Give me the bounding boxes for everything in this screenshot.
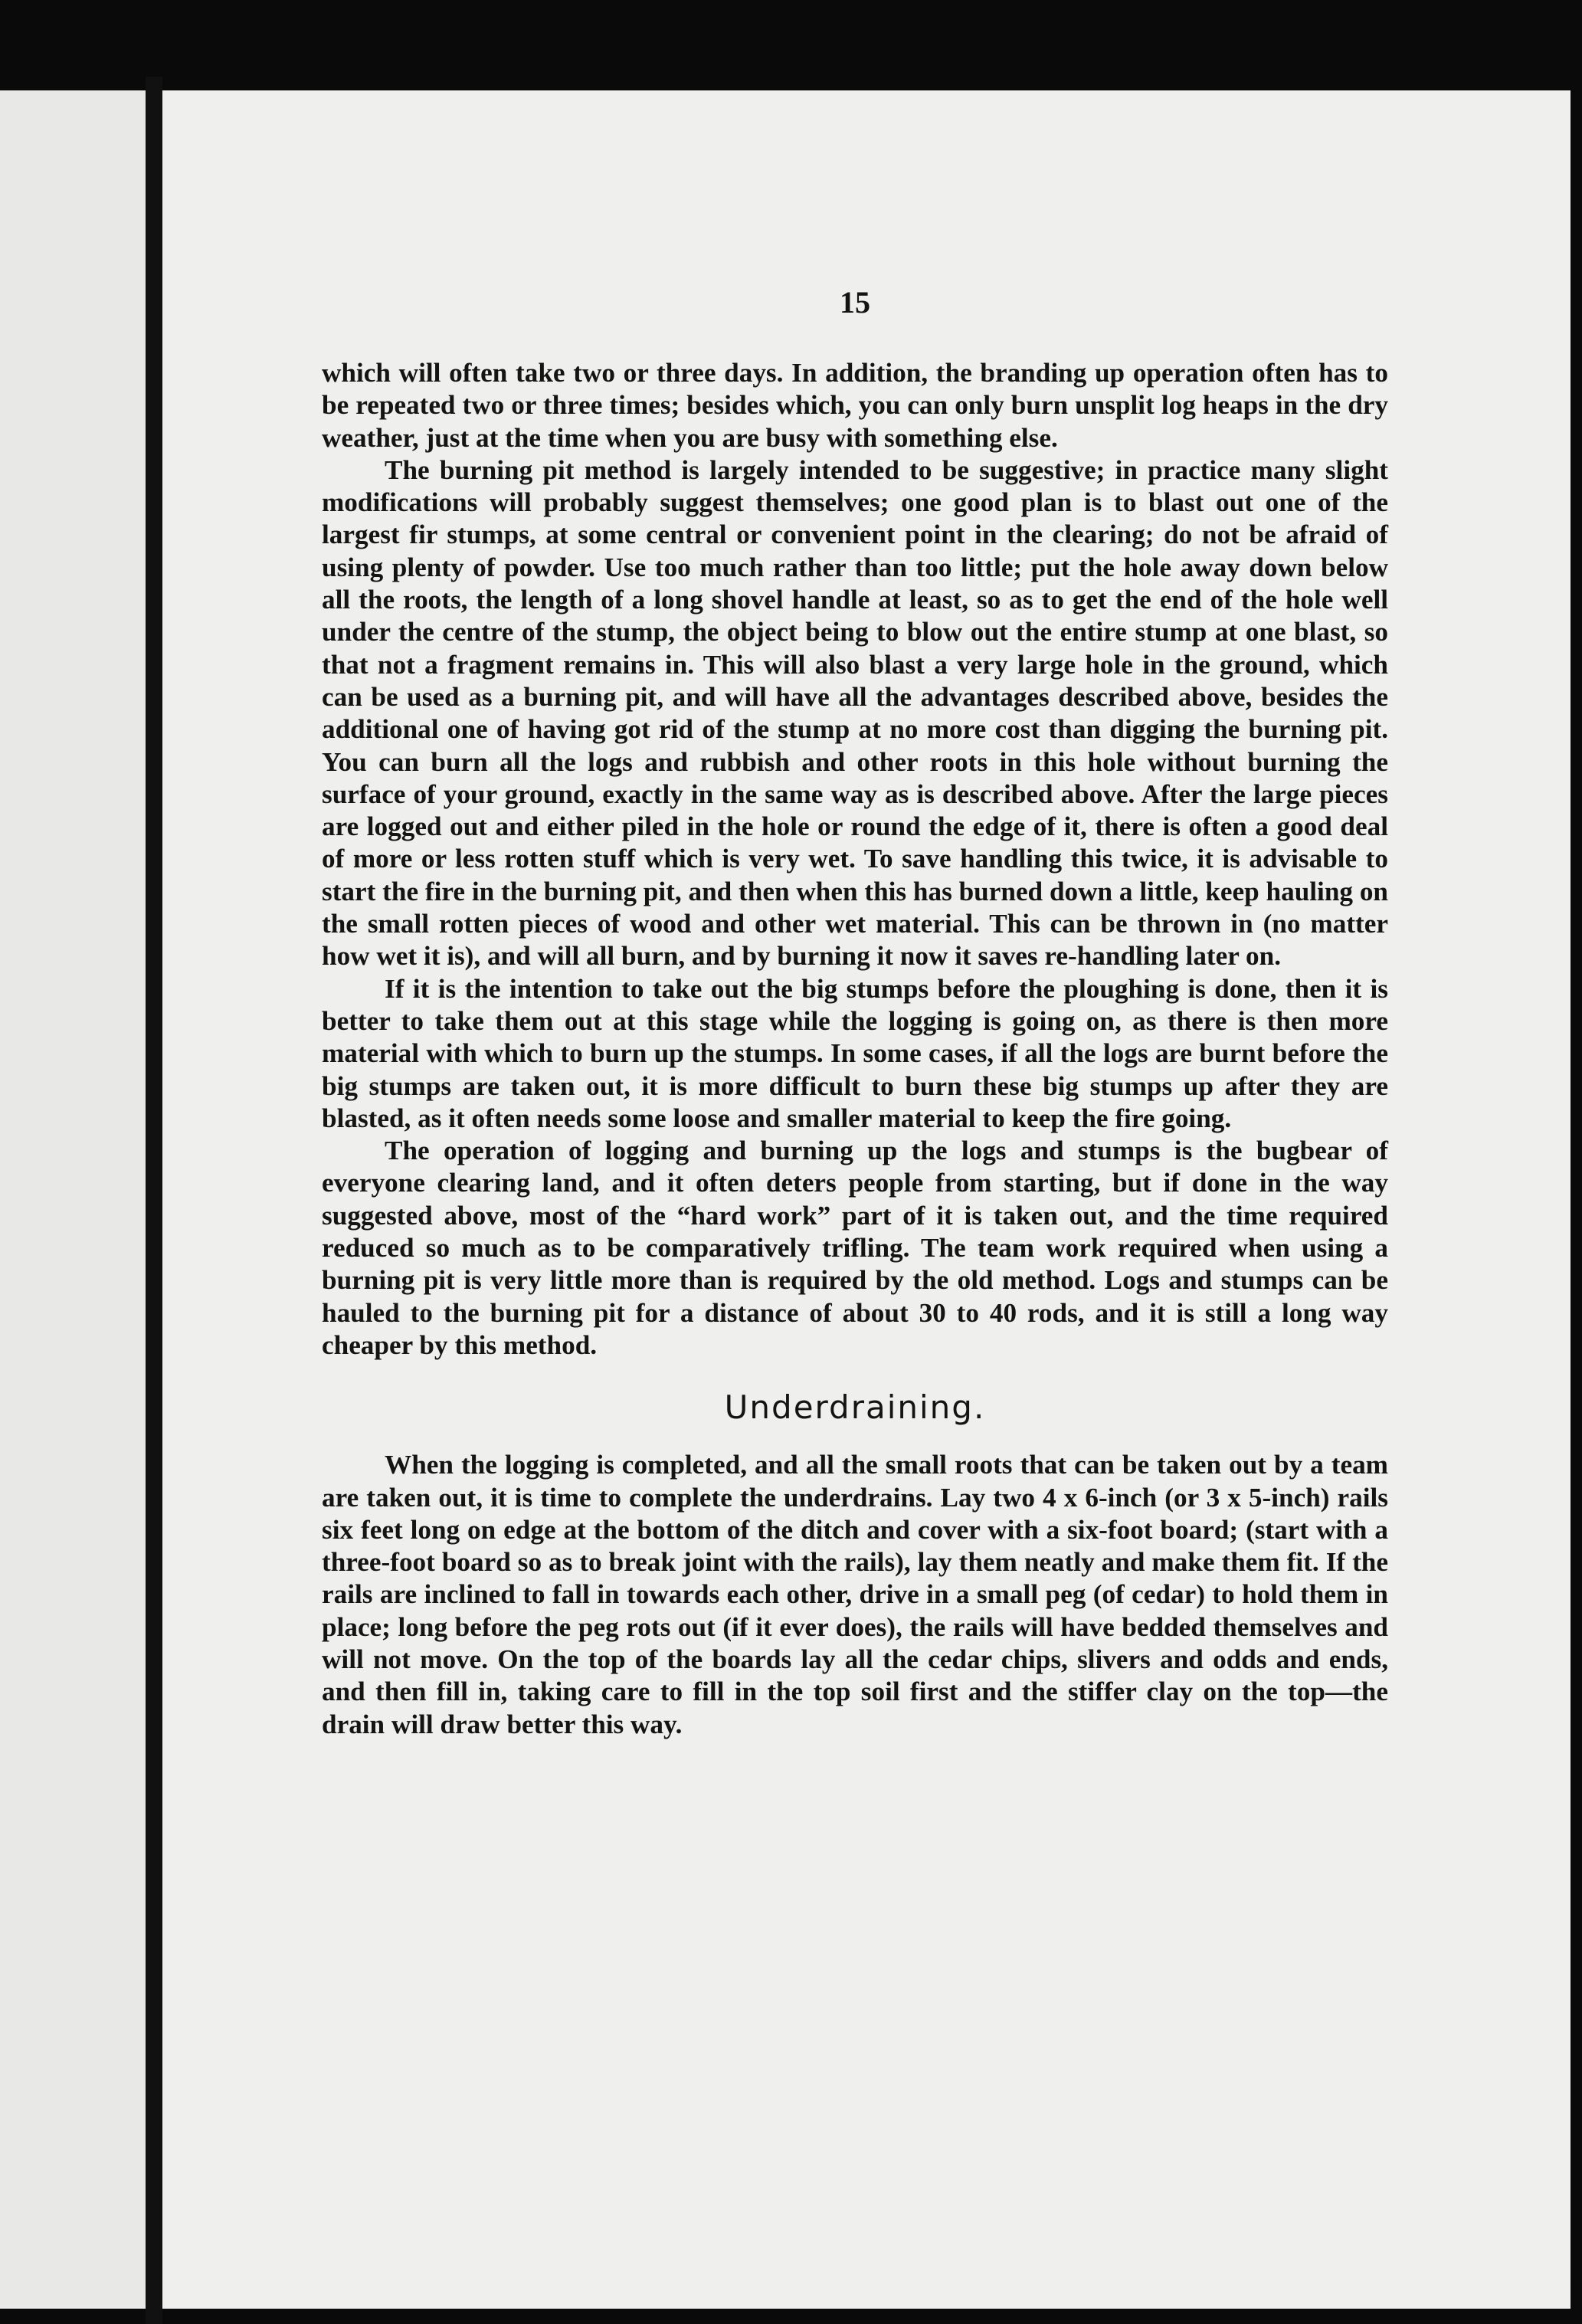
facing-page-edge <box>0 90 146 2309</box>
paragraph-underdraining: When the logging is completed, and all the small roots that can be taken out by a team are taken out, it is time to complete the underdrains. Lay two 4 x 6-inch (or 3 x 5-inch) rails six feet long on edge at the bottom of the ditch and cover with a six-foot board; (start with a three-foot board so as to break joint with the rails), lay them neatly and make them fit. If the rails are inclined to fall in towards each other, drive in a small peg (of cedar) to hold them in place; long before the peg rots out (if it ever does), the rails will have bedded themselves and will not move. On the top of the boards lay all the cedar chips, slivers and odds and ends, and then fill in, taking care to fill in the top soil first and the stiffer clay on the top—the drain will draw better this way. <box>322 1450 1388 1739</box>
page-content <box>322 284 1388 1741</box>
paragraph-big-stumps: If it is the intention to take out the big stumps before the ploughing is done, then it is better to take them out at this stage while the logging is going on, as there is then more material with which to burn up the stumps. In some cases, if all the logs are burnt before the big stumps are taken out, it is more difficult to burn these big stumps up after they are blasted, as it often needs some loose and smaller material to keep the fire going. <box>322 973 1388 1133</box>
paragraph-burning-pit: The burning pit method is largely intended to be suggestive; in practice many slight modifications will probably suggest themselves; one good plan is to blast out one of the largest fir stumps, at some central or convenient point in the clearing; do not be afraid of using plenty of powder. Use too much rather than too little; put the hole away down below all the roots, the length of a long shovel handle at least, so as to get the end of the hole well under the centre of the stump, the object being to blow out the entire stump at one blast, so that not a fragment remains in. This will also blast a very large hole in the ground, which can be used as a burning pit, and will have all the advantages described above, besides the additional one of having got rid of the stump at no more cost than digging the burning pit. You can burn all the logs and rubbish and other roots in this hole without burning the surface of your ground, exactly in the same way as is described above. After the large pieces are logged out and either piled in the hole or round the edge of it, there is often a good deal of more or less rotten stuff which is very wet. To save handling this twice, it is advisable to start the fire in the burning pit, and then when this has burned down a little, keep hauling on the small rotten pieces of wood and other wet material. This can be thrown in (no matter how wet it is), and will all burn, and by burning it now it saves re-handling later on. <box>322 454 1388 972</box>
book-gutter <box>146 77 162 2324</box>
paragraph-continued: which will often take two or three days. In addition, the branding up operation often has to be repeated two or three times; besides which, you can only burn unsplit log heaps in the dry weather, just at the time when you are busy with something else. <box>322 358 1388 453</box>
section-heading-underdraining: Underdraining. <box>724 1388 986 1427</box>
paragraph-logging-operation: The operation of logging and burning up the logs and stumps is the bugbear of everyone clearing land, and it often deters people from starting, but if done in the way suggested above, most of the “hard work” part of it is taken out, and the time required reduced so much as to be comparatively trifling. The team work required when using a burning pit is very little more than is required by the old method. Logs and stumps can be hauled to the burning pit for a distance of about 30 to 40 rods, and it is still a long way cheaper by this method. <box>322 1136 1388 1360</box>
page-number: 15 <box>840 285 870 320</box>
